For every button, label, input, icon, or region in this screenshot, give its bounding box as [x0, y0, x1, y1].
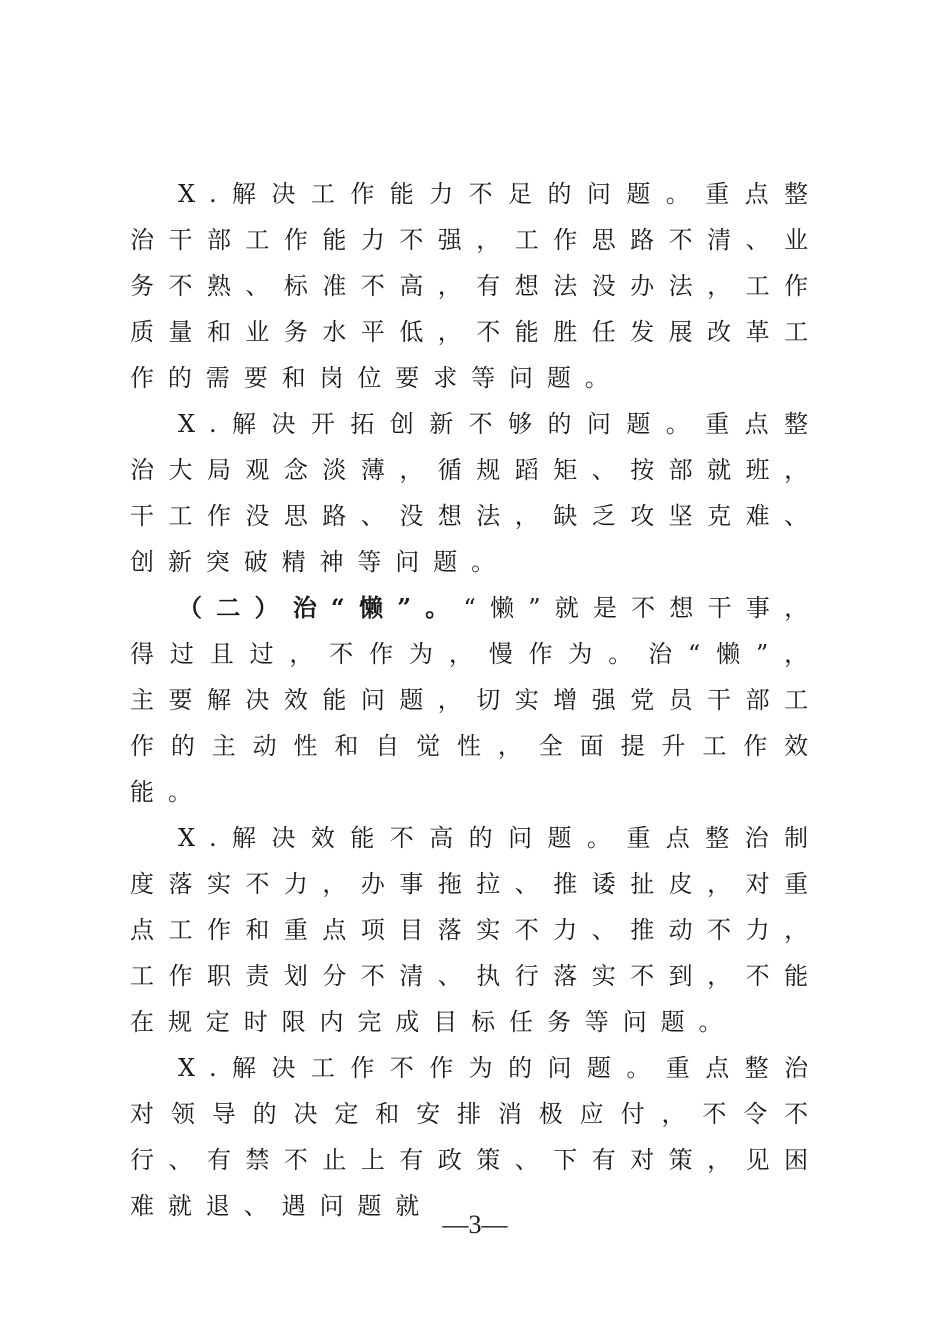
- paragraph-text: X.解决工作不作为的问题。重点整治对领导的决定和安排消极应付，不令不行、有禁不止上有政策、下有对策，见困难就退、遇问题就: [130, 1054, 822, 1220]
- paragraph-text: X.解决效能不高的问题。重点整治制度落实不力，办事拖拉、推诿扯皮，对重点工作和重点项目落实不力、推动不力，工作职责划分不清、执行落实不到，不能在规定时限内完成目标任务等问题。: [130, 824, 822, 1036]
- paragraph-text: X.解决开拓创新不够的问题。重点整治大局观念淡薄，循规蹈矩、按部就班，干工作没思路、没想法，缺乏攻坚克难、创新突破精神等问题。: [130, 410, 822, 576]
- paragraph-text: “懒”就是不想干事，得过且过，不作为，慢作为。治“懒”，主要解决效能问题，切实增强党员干部工作的主动性和自觉性，全面提升工作效能。: [130, 594, 822, 806]
- paragraph-text: X.解决工作能力不足的问题。重点整治干部工作能力不强，工作思路不清、业务不熟、标准不高，有想法没办法，工作质量和业务水平低，不能胜任发展改革工作的需要和岗位要求等问题。: [130, 180, 822, 392]
- paragraph-work-ability: [130, 171, 822, 401]
- page-number: —3—: [442, 1210, 508, 1239]
- paragraph-inaction: [130, 1045, 822, 1229]
- paragraph-section-lazy: [130, 585, 822, 815]
- document-body: [130, 171, 822, 1229]
- section-heading: （二）治“懒”。: [178, 593, 464, 622]
- paragraph-efficiency: [130, 815, 822, 1045]
- paragraph-innovation: [130, 401, 822, 585]
